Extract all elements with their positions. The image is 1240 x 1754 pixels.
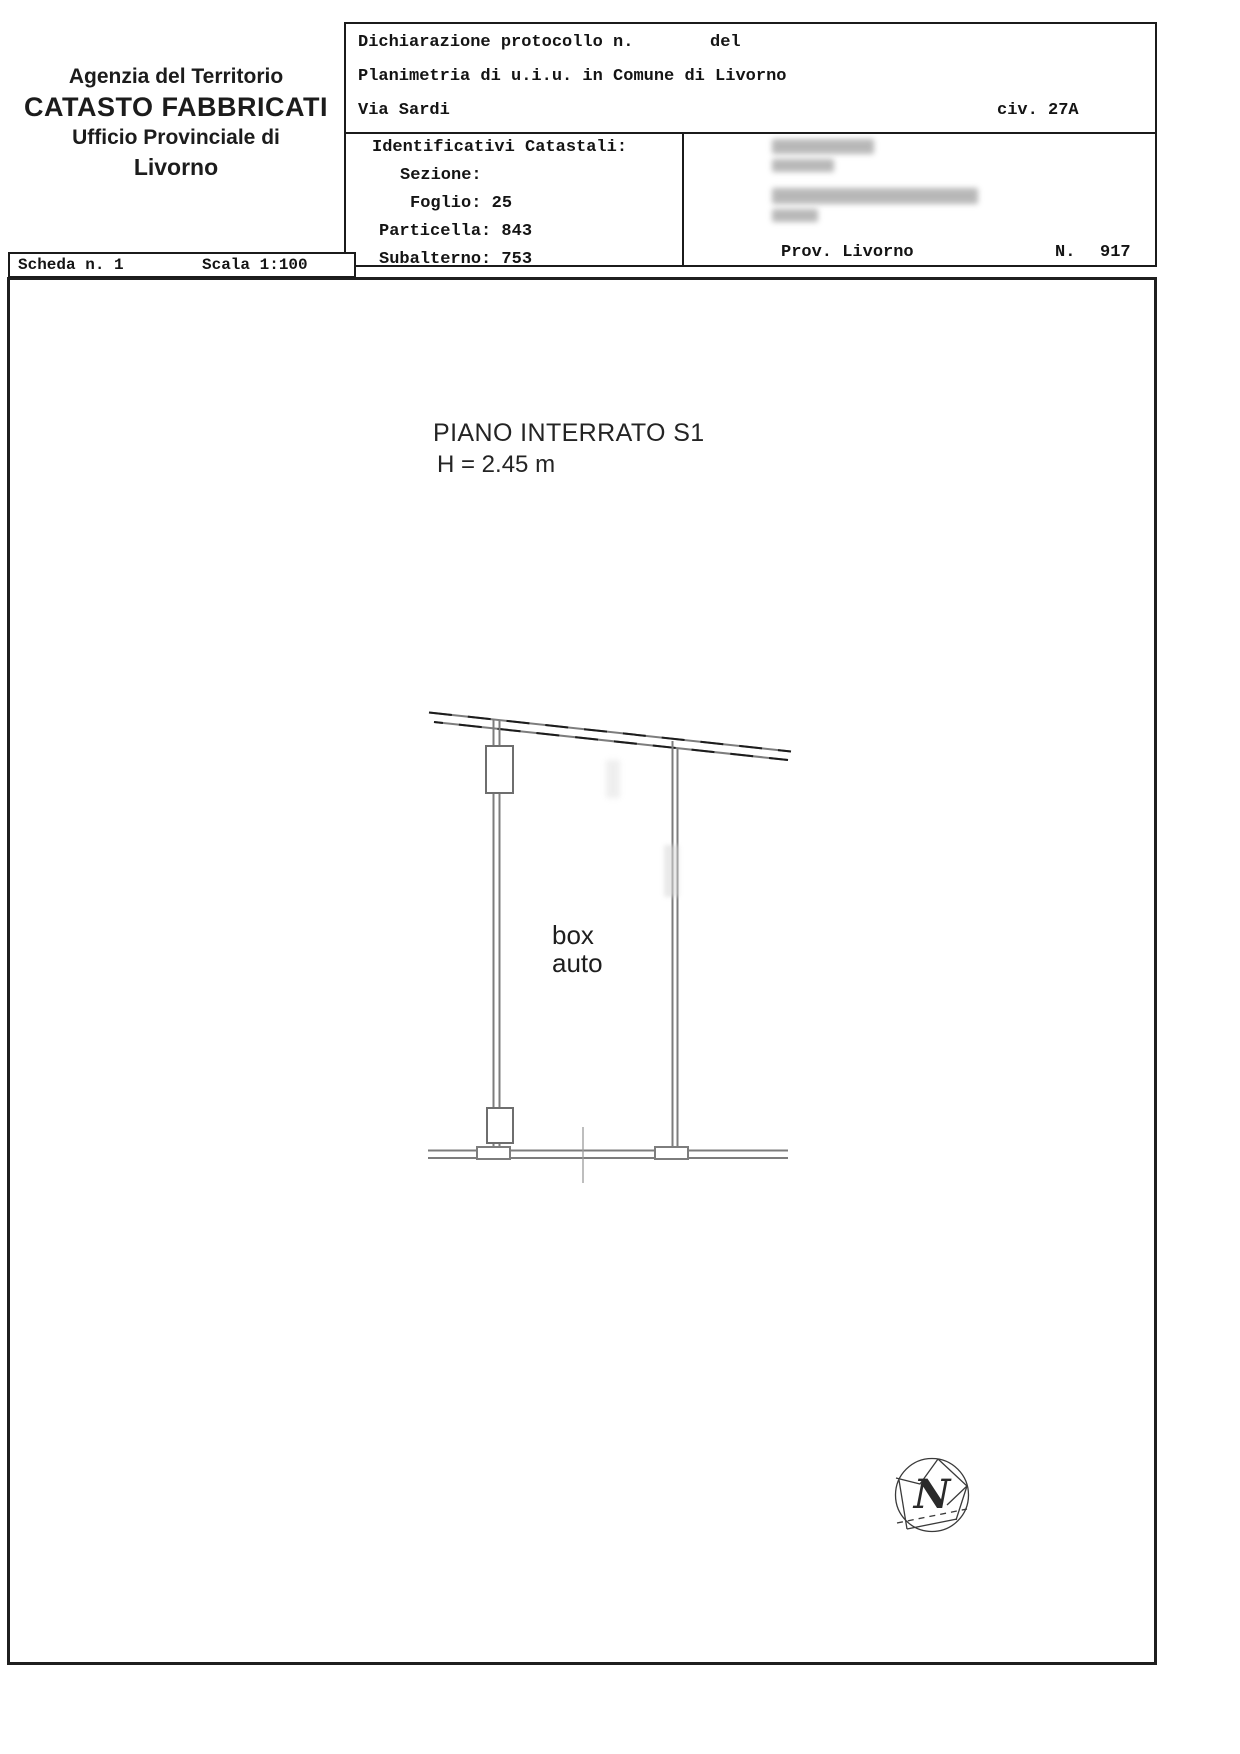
foglio-row (410, 194, 512, 213)
floor-title: PIANO INTERRATO S1 (433, 419, 705, 447)
street-name: Via Sardi (358, 101, 450, 120)
redacted-owner-line-4 (772, 209, 818, 222)
sheet-bar (8, 252, 356, 278)
floor-height-note: H = 2.45 m (437, 451, 556, 478)
subalterno-label: Subalterno: (379, 250, 492, 269)
particella-label: Particella: (379, 222, 492, 241)
scale-value: Scala 1:100 (202, 256, 308, 274)
catasto-title: CATASTO FABBRICATI (24, 92, 328, 122)
foglio-label: Foglio: (410, 194, 482, 213)
agency-name: Agenzia del Territorio (68, 65, 284, 88)
scan-smudge (606, 760, 620, 798)
subalterno-row (379, 250, 532, 269)
identifiers-title: Identificativi Catastali: (372, 138, 628, 157)
foglio-value: 25 (491, 194, 513, 213)
particella-row (379, 222, 532, 241)
protocol-label: Dichiarazione protocollo n. (358, 33, 634, 52)
civic-number: civ. 27A (997, 101, 1079, 120)
redacted-owner-line-2 (772, 159, 834, 172)
province-label: Prov. Livorno (781, 243, 914, 262)
box-horizontal-divider (346, 132, 1155, 134)
subalterno-value: 753 (501, 250, 533, 269)
redacted-owner-line-1 (772, 139, 874, 154)
office-line: Ufficio Provinciale di (72, 126, 280, 149)
protocol-del-label: del (710, 33, 741, 52)
number-label: N. (1055, 243, 1076, 262)
room-label-line2: auto (552, 948, 603, 978)
declaration-box (344, 22, 1157, 267)
north-letter: N (913, 1471, 951, 1518)
room-label (552, 921, 603, 977)
sezione-label: Sezione: (400, 166, 482, 185)
scan-smudge (664, 845, 679, 897)
planimetria-line: Planimetria di u.i.u. in Comune di Livorno (358, 67, 787, 86)
box-vertical-divider (682, 132, 684, 265)
agency-header (18, 62, 334, 182)
number-value: 917 (1100, 243, 1131, 262)
sheet-number: Scheda n. 1 (18, 256, 124, 274)
particella-value: 843 (501, 222, 533, 241)
room-label-line1: box (552, 920, 594, 950)
office-city: Livorno (133, 154, 219, 180)
redacted-owner-line-3 (772, 188, 978, 204)
